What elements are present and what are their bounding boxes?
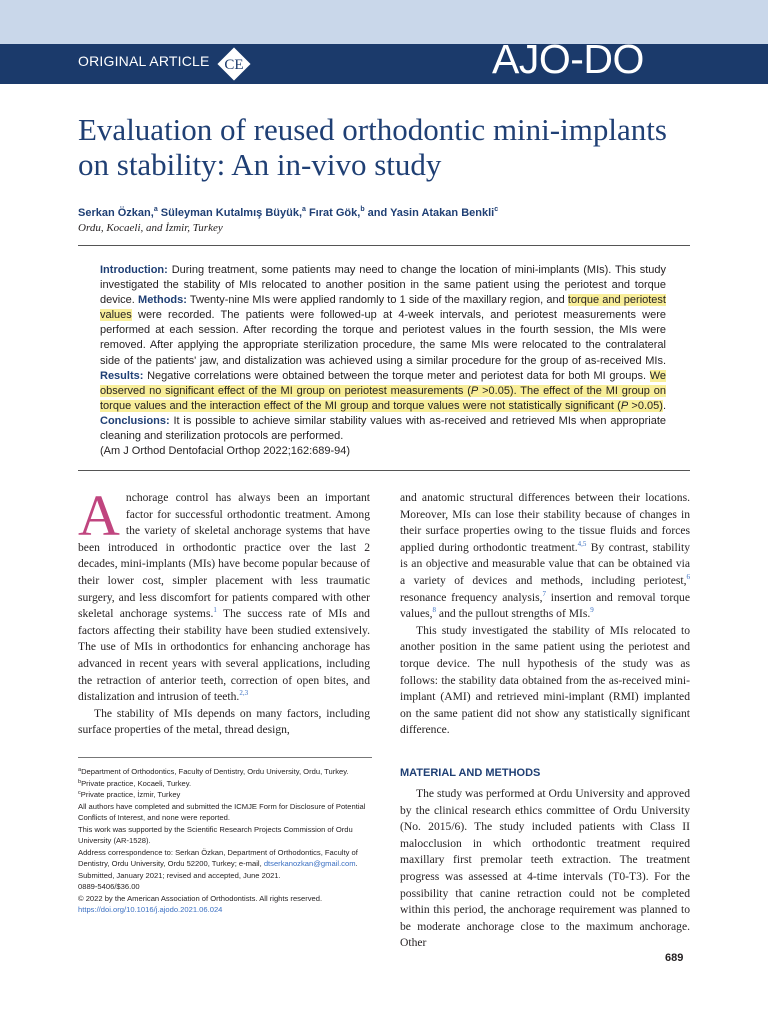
footnote-text: . — [355, 859, 358, 868]
body-left-column — [78, 483, 370, 739]
body-right-column — [400, 490, 690, 739]
highlighted-text[interactable]: We observed no significant effect of the MI group on periotest measurements ( — [100, 369, 666, 397]
author-name[interactable]: Serkan Özkan, — [78, 207, 154, 219]
footnote-affiliation-b — [78, 778, 372, 790]
abstract-conclusions-text: It is possible to achieve similar stability values with as-received and retrieved MIs when appropriate cleaning and sterilization protocols are performed. — [100, 414, 666, 443]
body-paragraph: The stability of MIs depends on many factors, including surface properties of the metal, thread design, — [78, 706, 370, 737]
body-paragraph: This study investigated the stability of MIs relocated to another position in the same patient using the periotest and torque device. The null hypothesis of the study was as follows: the stability data obtained from the as-received mini-implant (AMI) and retrieved mini-implant (RMI) implanted on the same patient did not show any statistically significant difference. — [400, 623, 690, 737]
email-link[interactable]: dtserkanozkan@gmail.com — [263, 859, 356, 868]
reference-link[interactable]: 8 — [432, 606, 437, 615]
footnote-text: Department of Orthodontics, Faculty of Dentistry, Ordu University, Ordu, Turkey. — [81, 767, 349, 776]
abstract-bottom-rule — [78, 470, 690, 471]
author-list — [78, 207, 698, 219]
abstract-results-label: Results: — [100, 369, 144, 382]
page-number: 689 — [665, 952, 684, 964]
footnote-support: This work was supported by the Scientific Research Projects Commission of Ordu University (AR-1528). — [78, 824, 353, 845]
ce-badge-text: CE — [224, 57, 244, 73]
paragraph-text: By contrast, stability is an objective and measurable value that can be obtained via a variety of devices and methods, including periotest, — [400, 540, 690, 587]
reference-link[interactable]: 4,5 — [577, 539, 587, 548]
footnote-disclosure: All authors have completed and submitted the ICMJE Form for Disclosure of Potential Conflicts of Interest, and none were reported. — [78, 801, 366, 822]
abstract-top-rule — [78, 245, 690, 246]
footnotes — [78, 766, 372, 916]
section-heading: MATERIAL AND METHODS — [400, 767, 541, 779]
article-type-label: ORIGINAL ARTICLE — [78, 53, 210, 69]
affil-marker: c — [494, 206, 499, 213]
footnote-correspondence — [78, 847, 372, 870]
methods-column — [400, 786, 690, 952]
abstract — [100, 263, 666, 459]
footnote-marker: a — [78, 767, 82, 773]
abstract-methods-text: Twenty-nine MIs were applied randomly to 1 side of the maxillary region, and — [186, 294, 568, 307]
body-paragraph: The study was performed at Ordu University and approved by the clinical research ethics committee of Ordu University (No. 2015/6). The study included patients with Class II malocclusion in which orthodontic treatment required maxillary first premolar teeth extraction. The treatment progress was assessed at 4-time intervals (T0-T3). For the possibility that canine retraction could not be completed within this period, the anchorage requirement was planned to be moderate anchorage close to the maximum anchorage. Other — [400, 787, 690, 950]
abstract-methods-text: were recorded. The patients were followed-up at 4-week intervals, and periotest measurements were performed at each session. After recording the torque and periotest values in the fourth session, the MIs were removed. After applying the appropriate sterilization procedure, the same MIs were relocated to the contralateral side of the patients' jaw, and distalization was achieved using a similar procedure for the group of as-received MIs. — [100, 309, 666, 367]
footnote-affiliation-c — [78, 789, 372, 801]
ce-credit-badge-icon — [214, 44, 254, 84]
abstract-conclusions-label: Conclusions: — [100, 414, 170, 427]
author-name[interactable]: Süleyman Kutalmış Büyük, — [157, 207, 302, 219]
journal-logo[interactable]: AJO-DO — [492, 36, 644, 82]
doi-link[interactable]: https://doi.org/10.1016/j.ajodo.2021.06.024 — [78, 905, 223, 914]
footnote-marker: b — [78, 778, 82, 785]
abstract-results-text: . — [662, 399, 666, 412]
author-name[interactable]: and Yasin Atakan Benkli — [364, 207, 495, 219]
footnote-text: Private practice, Kocaeli, Turkey. — [81, 778, 192, 788]
footnote-rule — [78, 757, 372, 758]
reference-link[interactable]: 6 — [686, 572, 690, 581]
footnote-text: Private practice, İzmir, Turkey — [80, 790, 181, 799]
paragraph-text: nchorage control has always been an important factor for successful orthodontic treatment. Among the variety of skeletal anchorage systems that have been introduced in orthodontic practice over the last 2 decades, mini-implants (MIs) have become popular because of their lower cost, simpler placement with less traumatic surgery, and less discomfort for patients compared with other skeletal anchorage systems. — [78, 491, 370, 621]
reference-link[interactable]: 1 — [213, 606, 217, 615]
drop-cap: A — [78, 483, 120, 548]
paragraph-text: resonance frequency analysis, — [400, 590, 543, 604]
footnote-affiliation-a — [78, 766, 372, 778]
abstract-citation: (Am J Orthod Dentofacial Orthop 2022;162:689-94) — [100, 445, 351, 458]
abstract-methods-label: Methods: — [138, 294, 187, 307]
body-paragraph — [400, 490, 690, 623]
paragraph-text: insertion and removal torque values, — [400, 590, 690, 621]
affil-marker: a — [153, 206, 158, 213]
abstract-intro-text: During treatment, some patients may need to change the location of mini-implants (MIs). This study investigated the stability of MIs relocated to another position in the same patient using the periotest and torque device. — [100, 264, 666, 307]
footnote-submitted: Submitted, January 2021; revised and accepted, June 2021. — [78, 870, 281, 880]
p-value-symbol: P — [620, 399, 629, 412]
reference-link[interactable]: 7 — [542, 589, 546, 598]
abstract-results-text: Negative correlations were obtained between the torque meter and periotest data for both MI groups. — [143, 369, 650, 382]
affil-marker: b — [360, 206, 365, 213]
paragraph-text: and anatomic structural differences between their locations. Moreover, MIs can lose their stability because of changes in their surface properties owing to the tissue fluids and forces applied during orthodontic treatment. — [400, 491, 690, 554]
paragraph-text: The success rate of MIs and factors affecting their stability have been studied extensively. The use of MIs in orthodontics for enhancing anchorage has advanced in recent years with several applications, including the retraction of anterior teeth, correction of open bites, and distalization and intrusion of teeth. — [78, 607, 370, 704]
highlighted-text[interactable]: >0.05). The effect of the MI group on torque values and the interaction effect of the MI group and torque values were not statistically significant ( — [100, 384, 666, 412]
intro-paragraph — [78, 483, 370, 706]
footnote-marker: c — [78, 790, 81, 796]
footnote-issn: 0889-5406/$36.00 — [78, 882, 140, 891]
highlighted-text[interactable]: torque and periotest values — [100, 294, 666, 322]
article-title: Evaluation of reused orthodontic mini-implants on stability: An in-vivo study — [78, 112, 667, 182]
footnote-text: Address correspondence to: Serkan Özkan, Department of Orthodontics, Faculty of Dentistry, Ordu University, Ordu 52200, Turkey; e-mail, — [78, 847, 358, 868]
paragraph-text: and the pullout strengths of MIs. — [436, 607, 591, 621]
author-name[interactable]: Fırat Gök, — [305, 207, 361, 219]
reference-link[interactable]: 9 — [590, 606, 594, 615]
highlighted-text[interactable]: >0.05) — [628, 399, 663, 412]
affil-marker: a — [302, 206, 306, 213]
abstract-intro-label: Introduction: — [100, 264, 168, 276]
author-locations: Ordu, Kocaeli, and İzmir, Turkey — [78, 222, 223, 234]
footnote-copyright: © 2022 by the American Association of Orthodontists. All rights reserved. — [78, 893, 323, 903]
reference-link[interactable]: 2,3 — [239, 689, 249, 698]
p-value-symbol: P — [470, 384, 479, 397]
